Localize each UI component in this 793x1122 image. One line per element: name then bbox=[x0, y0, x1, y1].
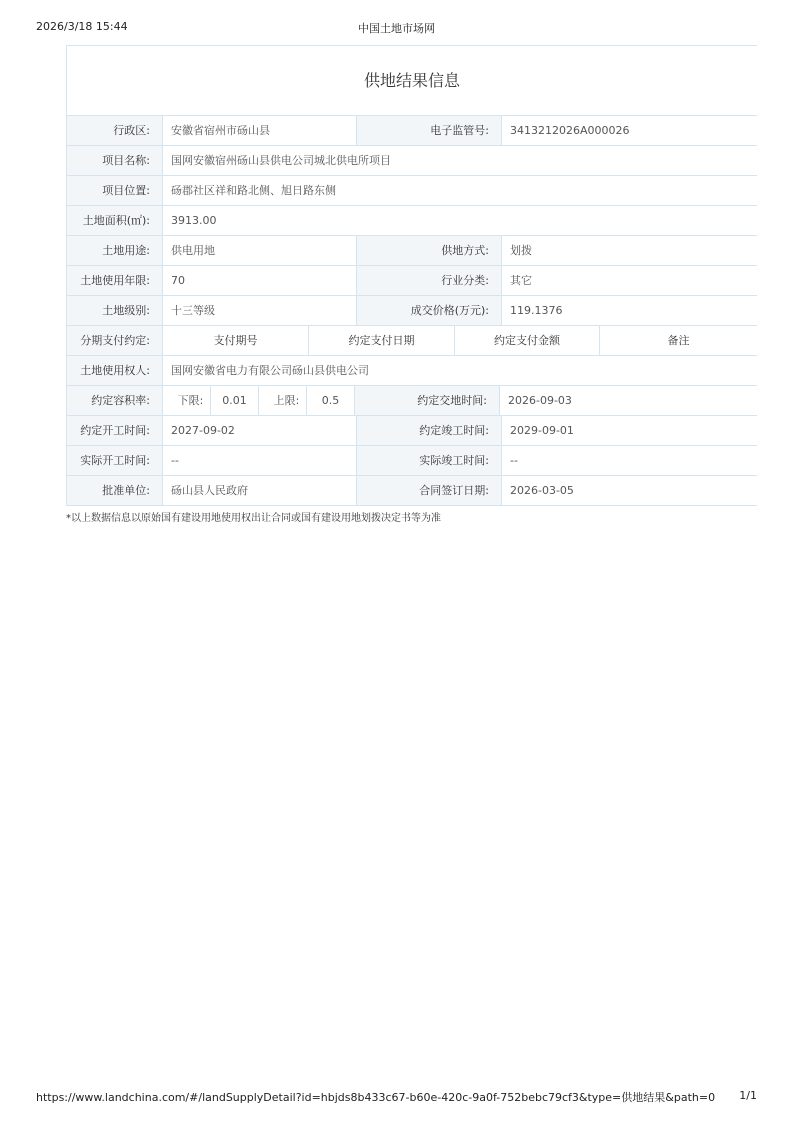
grade-value: 十三等级 bbox=[163, 296, 357, 325]
far-lower-label: 下限: bbox=[163, 386, 211, 415]
far-upper-value: 0.5 bbox=[307, 386, 355, 415]
supervision-label: 电子监管号: bbox=[357, 116, 502, 145]
supervision-value: 3413212026A000026 bbox=[510, 124, 630, 137]
table-row bbox=[67, 116, 757, 146]
table-row bbox=[67, 236, 757, 266]
actual-complete-label: 实际竣工时间: bbox=[357, 446, 502, 475]
installment-label: 分期支付约定: bbox=[67, 326, 163, 355]
project-location-value: 砀郡社区祥和路北侧、旭日路东侧 bbox=[171, 184, 336, 197]
table-row bbox=[67, 476, 757, 506]
start-value: 2027-09-02 bbox=[163, 416, 357, 445]
approver-value: 砀山县人民政府 bbox=[163, 476, 357, 505]
industry-label: 行业分类: bbox=[357, 266, 502, 295]
actual-start-value: -- bbox=[163, 446, 357, 475]
print-datetime: 2026/3/18 15:44 bbox=[36, 20, 128, 33]
supply-method-value: 划拨 bbox=[510, 244, 532, 257]
table-row bbox=[67, 446, 757, 476]
site-name: 中国土地市场网 bbox=[358, 22, 435, 35]
term-value: 70 bbox=[163, 266, 357, 295]
complete-value: 2029-09-01 bbox=[510, 424, 574, 437]
approver-label: 批准单位: bbox=[67, 476, 163, 505]
installment-header-period: 支付期号 bbox=[163, 326, 309, 355]
land-use-value: 供电用地 bbox=[163, 236, 357, 265]
page-title: 供地结果信息 bbox=[67, 46, 757, 116]
table-row bbox=[67, 146, 757, 176]
contract-date-value: 2026-03-05 bbox=[510, 484, 574, 497]
table-row bbox=[67, 416, 757, 446]
table-row bbox=[67, 266, 757, 296]
industry-value: 其它 bbox=[510, 274, 532, 287]
district-value: 安徽省宿州市砀山县 bbox=[163, 116, 357, 145]
delivery-value: 2026-09-03 bbox=[508, 394, 572, 407]
far-label: 约定容积率: bbox=[67, 386, 163, 415]
installment-header-amount: 约定支付金额 bbox=[455, 326, 600, 355]
price-value: 119.1376 bbox=[510, 304, 563, 317]
table-row bbox=[67, 386, 757, 416]
table-row bbox=[67, 326, 757, 356]
start-label: 约定开工时间: bbox=[67, 416, 163, 445]
user-value: 国网安徽省电力有限公司砀山县供电公司 bbox=[171, 364, 369, 377]
land-use-label: 土地用途: bbox=[67, 236, 163, 265]
actual-complete-value: -- bbox=[510, 454, 518, 467]
area-label: 土地面积(㎡): bbox=[67, 206, 163, 235]
far-lower-value: 0.01 bbox=[211, 386, 259, 415]
user-label: 土地使用权人: bbox=[67, 356, 163, 385]
table-row bbox=[67, 296, 757, 326]
supply-result-table bbox=[66, 45, 757, 506]
table-row bbox=[67, 206, 757, 236]
project-name-value: 国网安徽宿州砀山县供电公司城北供电所项目 bbox=[171, 154, 391, 167]
district-label: 行政区: bbox=[67, 116, 163, 145]
term-label: 土地使用年限: bbox=[67, 266, 163, 295]
far-upper-label: 上限: bbox=[259, 386, 307, 415]
delivery-label: 约定交地时间: bbox=[355, 386, 500, 415]
installment-header-remark: 备注 bbox=[667, 334, 690, 347]
installment-header-date: 约定支付日期 bbox=[309, 326, 455, 355]
table-row bbox=[67, 356, 757, 386]
complete-label: 约定竣工时间: bbox=[357, 416, 502, 445]
page-url: https://www.landchina.com/#/landSupplyDetail?id=hbjds8b433c67-b60e-420c-9a0f-752bebc79cf3&type=供地结果&path=0 bbox=[36, 1091, 716, 1104]
project-name-label: 项目名称: bbox=[67, 146, 163, 175]
actual-start-label: 实际开工时间: bbox=[67, 446, 163, 475]
project-location-label: 项目位置: bbox=[67, 176, 163, 205]
area-value: 3913.00 bbox=[171, 214, 217, 227]
grade-label: 土地级别: bbox=[67, 296, 163, 325]
price-label: 成交价格(万元): bbox=[357, 296, 502, 325]
page-number: 1/1 bbox=[739, 1089, 757, 1102]
disclaimer-note: *以上数据信息以原始国有建设用地使用权出让合同或国有建设用地划拨决定书等为准 bbox=[66, 513, 441, 524]
contract-date-label: 合同签订日期: bbox=[357, 476, 502, 505]
table-row bbox=[67, 176, 757, 206]
supply-method-label: 供地方式: bbox=[357, 236, 502, 265]
